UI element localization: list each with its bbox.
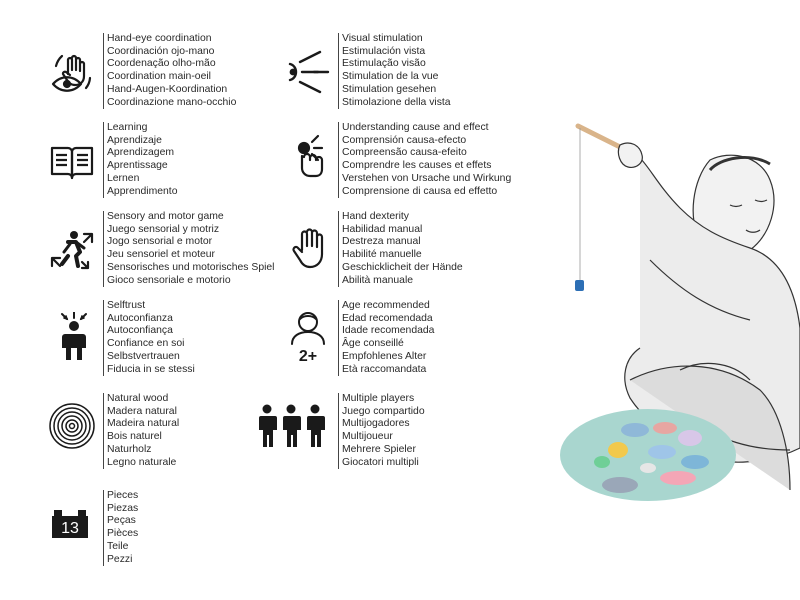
svg-text:13: 13 xyxy=(61,520,79,537)
feature-line: Hand-eye coordination xyxy=(107,33,212,44)
feature-line: Estimulación vista xyxy=(342,45,426,57)
feature-line: Età raccomandata xyxy=(342,363,427,375)
hand-icon xyxy=(288,224,336,272)
feature-line: Apprendimento xyxy=(107,185,178,197)
feature-line: Comprensione di causa ed effetto xyxy=(342,185,498,197)
svg-text:2+: 2+ xyxy=(298,348,318,364)
feature-line: Pieces xyxy=(107,490,139,501)
sensory-motor-icon xyxy=(48,228,96,276)
feature-line: Legno naturale xyxy=(107,456,177,468)
feature-line: Teile xyxy=(107,540,129,552)
feature-line: Pezzi xyxy=(107,553,133,565)
feature-line: Comprendre les causes et effets xyxy=(342,160,492,172)
feature-line: Coordinación ojo-mano xyxy=(107,45,215,57)
feature-line: Sensorisches und motorisches Spiel xyxy=(107,261,275,273)
feature-line: Learning xyxy=(107,122,148,133)
feature-line: Jeu sensoriel et moteur xyxy=(107,249,216,261)
feature-line: Visual stimulation xyxy=(342,33,423,44)
fishing-game-board xyxy=(560,409,736,501)
feature-line: Naturholz xyxy=(107,443,152,455)
feature-line: Stimulation de la vue xyxy=(342,71,439,83)
feature-line: Bois naturel xyxy=(107,431,162,443)
feature-line: Aprendizagem xyxy=(107,147,175,159)
open-book-icon xyxy=(48,138,96,186)
feature-line: Sensory and motor game xyxy=(107,211,224,222)
feature-line: Geschicklicheit der Hände xyxy=(342,261,463,273)
feature-line: Mehrere Spieler xyxy=(342,443,416,455)
feature-line: Empfohlenes Alter xyxy=(342,350,427,362)
feature-line: Giocatori multipli xyxy=(342,456,419,468)
feature-line: Piezas xyxy=(107,502,139,514)
feature-line: Pièces xyxy=(107,528,139,540)
feature-line: Multijoueur xyxy=(342,431,393,443)
feature-line: Estimulação visão xyxy=(342,58,426,70)
feature-line: Jogo sensorial e motor xyxy=(107,236,213,248)
feature-line: Âge conseillé xyxy=(342,338,404,350)
feature-line: Hand dexterity xyxy=(342,211,409,222)
visual-stimulation-icon xyxy=(284,48,332,96)
feature-line: Understanding cause and effect xyxy=(342,122,489,133)
selftrust-person-icon xyxy=(50,312,98,360)
feature-line: Stimolazione della vista xyxy=(342,96,451,108)
feature-line: Madera natural xyxy=(107,405,177,417)
hand-eye-icon xyxy=(50,48,98,96)
feature-line: Compreensão causa-efeito xyxy=(342,147,467,159)
feature-line: Coordination main-oeil xyxy=(107,71,211,83)
wood-rings-icon xyxy=(48,402,96,450)
feature-line: Aprentissage xyxy=(107,160,168,172)
feature-line: Age recommended xyxy=(342,300,430,311)
feature-line: Gioco sensoriale e motorio xyxy=(107,274,231,286)
feature-line: Multiple players xyxy=(342,393,415,404)
feature-line: Habilité manuelle xyxy=(342,249,422,261)
feature-line: Madeira natural xyxy=(107,418,180,430)
pieces-count-icon xyxy=(52,508,88,538)
feature-line: Autoconfianza xyxy=(107,312,173,324)
feature-line: Autoconfiança xyxy=(107,325,173,337)
multiple-players-icon xyxy=(256,404,326,448)
feature-line: Verstehen von Ursache und Wirkung xyxy=(342,172,512,184)
feature-line: Edad recomendada xyxy=(342,312,433,324)
feature-line: Destreza manual xyxy=(342,236,421,248)
feature-line: Multijogadores xyxy=(342,418,410,430)
feature-line: Lernen xyxy=(107,172,140,184)
feature-line: Juego sensorial y motriz xyxy=(107,223,220,235)
feature-line: Peças xyxy=(107,515,136,527)
press-button-icon xyxy=(286,132,334,180)
feature-line: Comprensión causa-efecto xyxy=(342,134,467,146)
feature-line: Selbstvertrauen xyxy=(107,350,180,362)
feature-line: Selftrust xyxy=(107,300,146,311)
child-fishing-photo xyxy=(560,100,800,520)
feature-line: Stimulation gesehen xyxy=(342,83,437,95)
feature-line: Coordenação olho-mão xyxy=(107,58,216,70)
age-2plus-icon xyxy=(286,308,336,364)
feature-line: Abilità manuale xyxy=(342,274,414,286)
feature-line: Hand-Augen-Koordination xyxy=(107,83,228,95)
feature-line: Coordinazione mano-occhio xyxy=(107,96,237,108)
feature-line: Fiducia in se stessi xyxy=(107,363,195,375)
feature-line: Idade recomendada xyxy=(342,325,435,337)
feature-line: Natural wood xyxy=(107,393,169,404)
feature-line: Confiance en soi xyxy=(107,338,185,350)
feature-line: Aprendizaje xyxy=(107,134,162,146)
feature-line: Juego compartido xyxy=(342,405,425,417)
fishing-bobber xyxy=(575,280,584,291)
feature-line: Habilidad manual xyxy=(342,223,423,235)
